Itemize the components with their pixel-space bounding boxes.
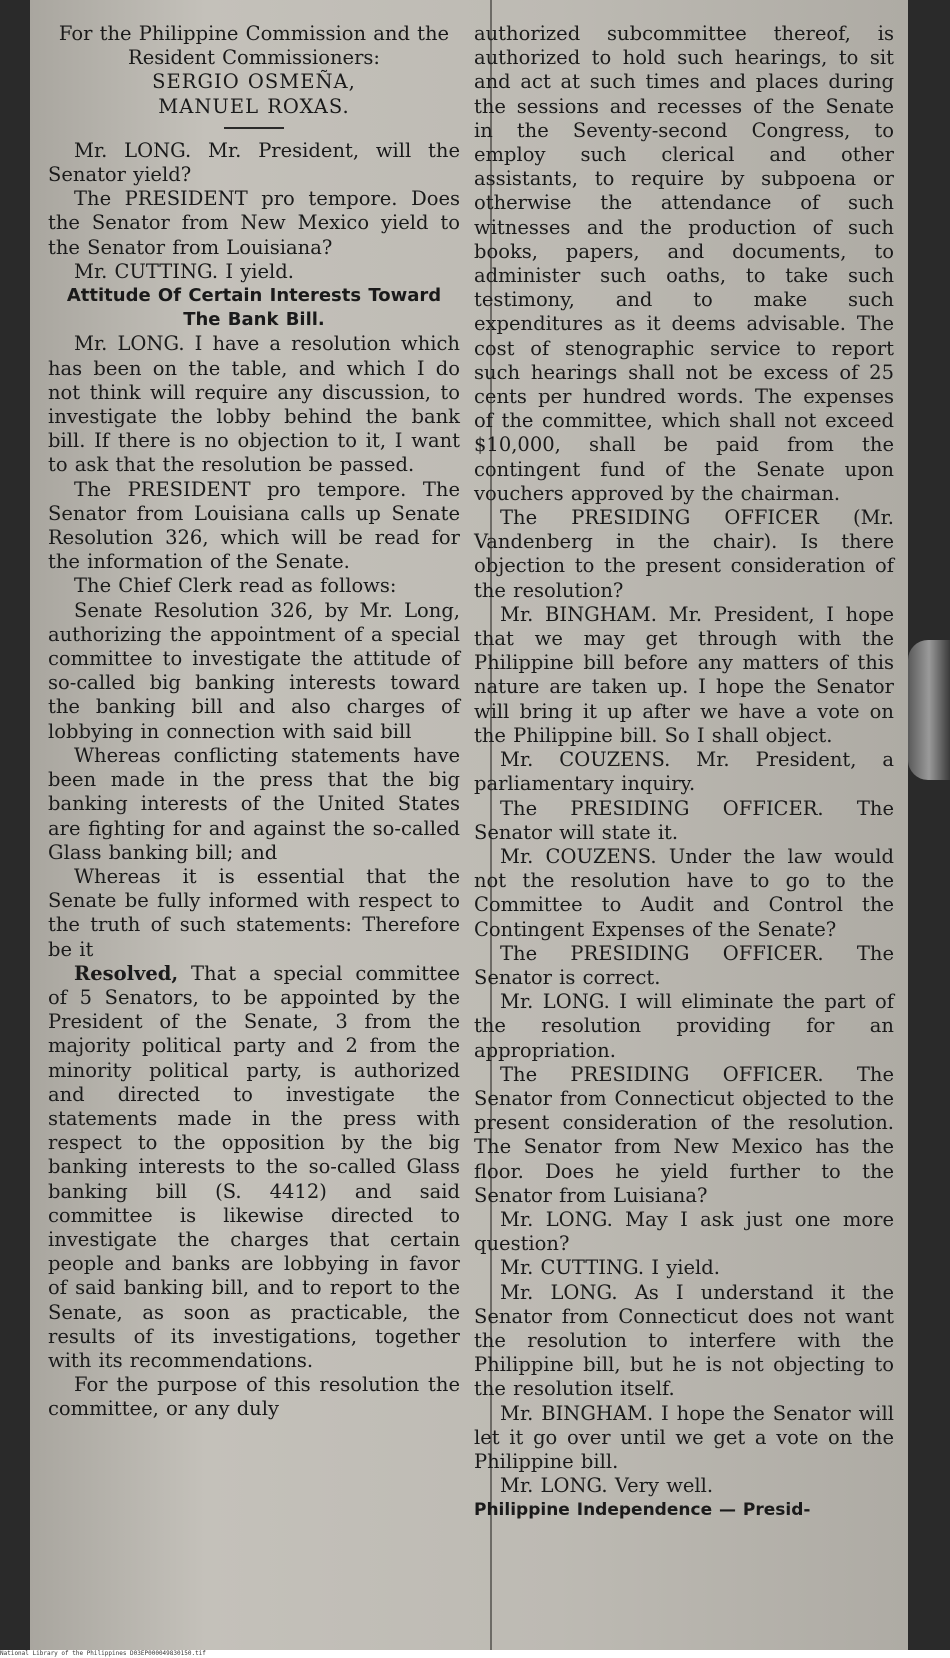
paragraph: Mr. COUZENS. Under the law would not the resolution have to go to the Committee to Audit and Control the Contingent Expenses of the Senate? [474,844,894,941]
paragraph: The PRESIDING OFFICER. The Senator is correct. [474,941,894,989]
right-column [474,22,894,1523]
paragraph: The PRESIDENT pro tempore. Does the Senator from New Mexico yield to the Senator from Louisiana? [48,187,460,259]
paragraph [48,962,460,1373]
paragraph: Mr. LONG. Mr. President, will the Senator yield? [48,138,460,187]
signatory-name: MANUEL ROXAS. [158,94,350,118]
left-column [48,22,460,1422]
paragraph: Mr. LONG. I have a resolution which has been on the table, and which I do not think will require any discussion, to investigate the lobby behind the bank bill. If there is no objection to it, I want to ask that the resolution be passed. [48,332,460,477]
paragraph: The Chief Clerk read as follows: [74,574,397,598]
paragraph: authorized subcommittee thereof, is authorized to hold such hearings, to sit and act at such times and places during the sessions and recesses of the Senate in the Seventy-second Congress, to employ such clerical and other assistants, to require by subpoena or otherwise the attendance of such witnesses and the production of such books, papers, and documents, to administer such oaths, to take such testimony, and to make such expenditures as it deems advisable. The cost of stenographic service to report such hearings shall not be excess of 25 cents per hundred words. The expenses of the committee, which shall not exceed $10,000, shall be paid from the contingent fund of the Senate upon vouchers approved by the chairman. [474,22,894,505]
paragraph: Mr. CUTTING. I yield. [500,1256,720,1280]
next-section-heading: Philippine Independence — Presid- [474,1500,811,1521]
paragraph: Mr. LONG. May I ask just one more question? [474,1207,894,1256]
paragraph: Mr. LONG. Very well. [500,1474,714,1498]
paragraph: Mr. COUZENS. Mr. President, a parliamentary inquiry. [474,748,894,796]
paragraph: The PRESIDENT pro tempore. The Senator from Louisiana calls up Senate Resolution 326, which will be read for the information of the Senate. [48,477,460,574]
signatory-name: SERGIO OSMEÑA, [152,70,356,94]
paragraph: The PRESIDING OFFICER (Mr. Vandenberg in the chair). Is there objection to the present consideration of the resolution? [474,506,894,602]
paragraph: Senate Resolution 326, by Mr. Long, authorizing the appointment of a special committee to investigate the attitude of so-called big banking interests toward the banking bill and also charges of lobbying in connection with said bill [48,598,460,743]
section-heading: Attitude Of Certain Interests Toward The Bank Bill. [66,285,442,331]
scanner-clip [908,640,950,780]
intro-line: For the Philippine Commission and the Resident Commissioners: [58,22,450,70]
paragraph: Mr. CUTTING. I yield. [74,259,294,283]
resolved-lead: Resolved, [74,961,179,985]
paragraph: Mr. LONG. I will eliminate the part of the resolution providing for an appropriation. [474,990,894,1062]
paragraph: Whereas it is essential that the Senate be fully informed with respect to the truth of such statements: Therefore be it [48,864,460,961]
scan-caption: National Library of the Philippines D03EP000049830150.tif [0,1650,950,1658]
paragraph: Mr. BINGHAM. Mr. President, I hope that we may get through with the Philippine bill before any matters of this nature are taken up. I hope the Senator will bring it up after we have a vote on the Philippine bill. So I shall object. [474,602,894,747]
paragraph: The PRESIDING OFFICER. The Senator will state it. [474,796,894,844]
separator [224,127,284,129]
paragraph: For the purpose of this resolution the committee, or any duly [48,1373,460,1421]
paragraph: Whereas conflicting statements have been made in the press that the big banking interests of the United States are fighting for and against the so-called Glass banking bill; and [48,743,460,864]
resolved-text: That a special committee of 5 Senators, to be appointed by the President of the Senate, 3 from the majority political party and 2 from the minority political party, is authorized and directed to investigate the statements made in the press with respect to the opposition by the big banking interests to the so-called Glass banking bill (S. 4412) and said committee is likewise directed to investigate the charges that certain people and banks are lobbying in favor of said banking bill, and to report to the Senate, as soon as practicable, the results of its investigations, together with its recommendations. [48,961,460,1372]
newspaper-page [30,0,908,1650]
paragraph: Mr. LONG. As I understand it the Senator from Connecticut does not want the resolution to interfere with the Philippine bill, but he is not objecting to the resolution itself. [474,1280,894,1401]
paragraph: Mr. BINGHAM. I hope the Senator will let it go over until we get a vote on the Philippine bill. [474,1401,894,1473]
paragraph: The PRESIDING OFFICER. The Senator from Connecticut objected to the present consideration of the resolution. The Senator from New Mexico has the floor. Does he yield further to the Senator from Luisiana? [474,1062,894,1207]
